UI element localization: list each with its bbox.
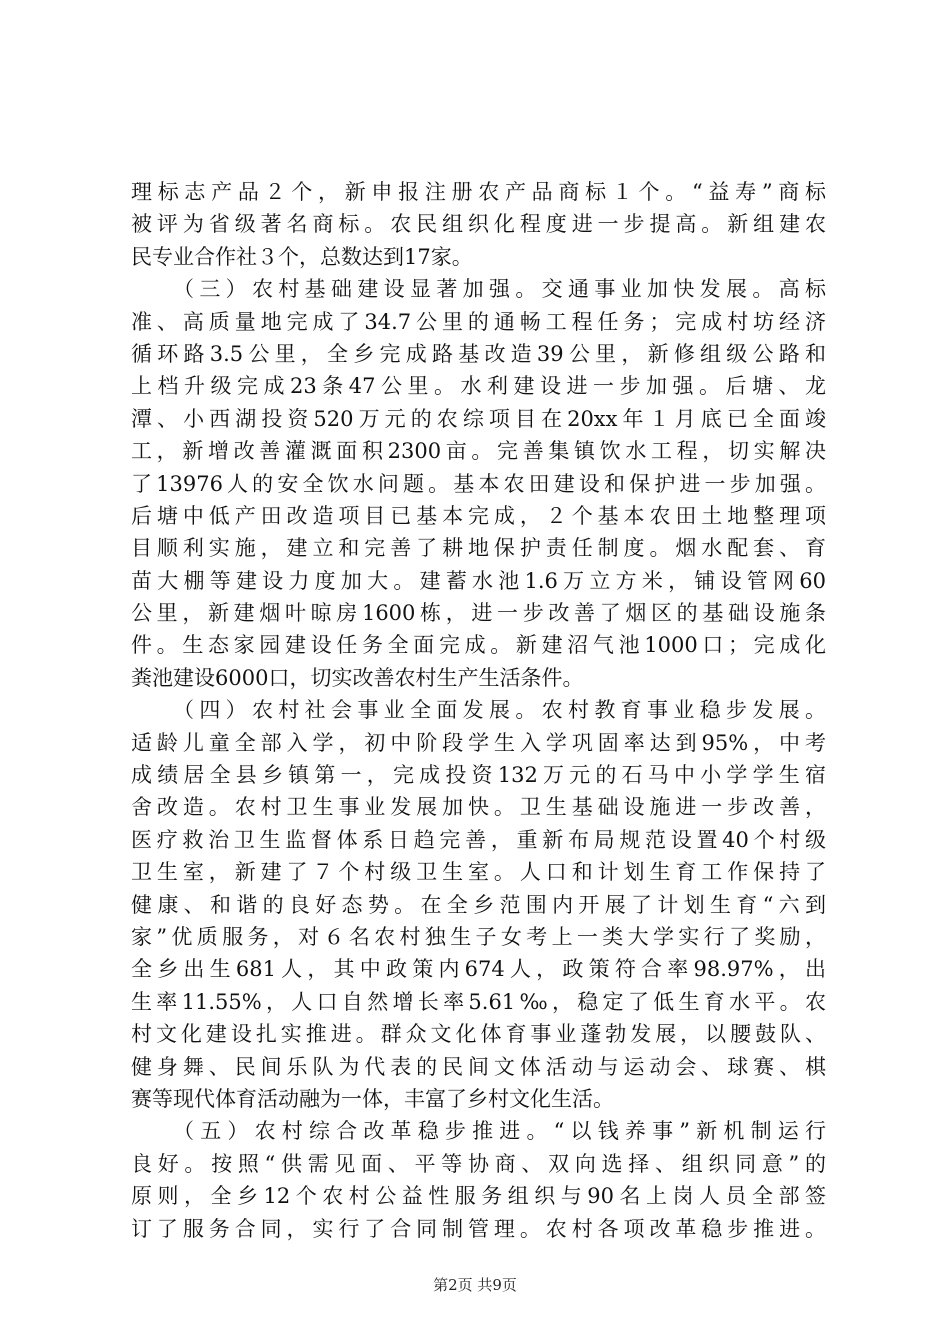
text-line: 件。生态家园建设任务全面完成。新建沼气池1000口；完成化 — [131, 633, 826, 658]
text-line: 舍改造。农村卫生事业发展加快。卫生基础设施进一步改善， — [131, 795, 826, 820]
text-line: 后塘中低产田改造项目已基本完成，２个基本农田土地整理项 — [131, 503, 826, 528]
text-line: 村文化建设扎实推进。群众文化体育事业蓬勃发展，以腰鼓队、 — [131, 1022, 826, 1047]
text-line: 循环路3.5公里，全乡完成路基改造39公里，新修组级公路和 — [131, 341, 826, 366]
text-line: 良好。按照“供需见面、平等协商、双向选择、组织同意”的 — [131, 1151, 826, 1176]
document-body — [131, 176, 826, 1245]
text-line: 生率11.55%，人口自然增长率5.61‰，稳定了低生育水平。农 — [131, 989, 826, 1014]
text-line: 家”优质服务，对６名农村独生子女考上一类大学实行了奖励， — [131, 924, 826, 949]
text-line: 成绩居全县乡镇第一，完成投资132万元的石马中小学学生宿 — [131, 763, 826, 788]
text-line: （五）农村综合改革稳步推进。“以钱养事”新机制运行 — [173, 1119, 826, 1144]
text-line: 民专业合作社３个，总数达到17家。 — [131, 244, 473, 269]
text-line: 健身舞、民间乐队为代表的民间文体活动与运动会、球赛、棋 — [131, 1054, 826, 1079]
text-line: 上档升级完成23条47公里。水利建设进一步加强。后塘、龙 — [131, 374, 826, 399]
text-line: 准、高质量地完成了34.7公里的通畅工程任务；完成村坊经济 — [131, 309, 826, 334]
page-footer: 第2页 共9页 — [433, 1276, 517, 1294]
text-line: 了13976人的安全饮水问题。基本农田建设和保护进一步加强。 — [131, 471, 826, 496]
text-line: 公里，新建烟叶晾房1600栋，进一步改善了烟区的基础设施条 — [131, 601, 826, 626]
text-line: 健康、和谐的良好态势。在全乡范围内开展了计划生育“六到 — [131, 892, 826, 917]
text-line: 原则，全乡12个农村公益性服务组织与90名上岗人员全部签 — [131, 1184, 826, 1209]
text-line: 目顺利实施，建立和完善了耕地保护责任制度。烟水配套、育 — [131, 536, 826, 561]
text-line: 理标志产品２个，新申报注册农产品商标１个。“益寿”商标 — [131, 180, 826, 204]
text-line: 苗大棚等建设力度加大。建蓄水池1.6万立方米，铺设管网60 — [131, 568, 826, 593]
text-line: （四）农村社会事业全面发展。农村教育事业稳步发展。 — [173, 698, 826, 723]
text-line: 潭、小西湖投资520万元的农综项目在20xx年１月底已全面竣 — [131, 406, 826, 431]
text-line: 卫生室，新建了７个村级卫生室。人口和计划生育工作保持了 — [131, 860, 826, 885]
text-line: 粪池建设6000口，切实改善农村生产生活条件。 — [131, 665, 584, 690]
text-line: 赛等现代体育活动融为一体，丰富了乡村文化生活。 — [131, 1086, 614, 1111]
text-line: 医疗救治卫生监督体系日趋完善，重新布局规范设置40个村级 — [131, 827, 826, 852]
text-line: 适龄儿童全部入学，初中阶段学生入学巩固率达到95%，中考 — [131, 730, 826, 755]
text-line: （三）农村基础建设显著加强。交通事业加快发展。高标 — [173, 277, 826, 302]
text-line: 工，新增改善灌溉面积2300亩。完善集镇饮水工程，切实解决 — [131, 439, 826, 464]
text-line: 订了服务合同，实行了合同制管理。农村各项改革稳步推进。 — [131, 1216, 826, 1241]
text-line: 全乡出生681人，其中政策内674人，政策符合率98.97%，出 — [131, 957, 826, 982]
text-line: 被评为省级著名商标。农民组织化程度进一步提高。新组建农 — [131, 212, 826, 237]
